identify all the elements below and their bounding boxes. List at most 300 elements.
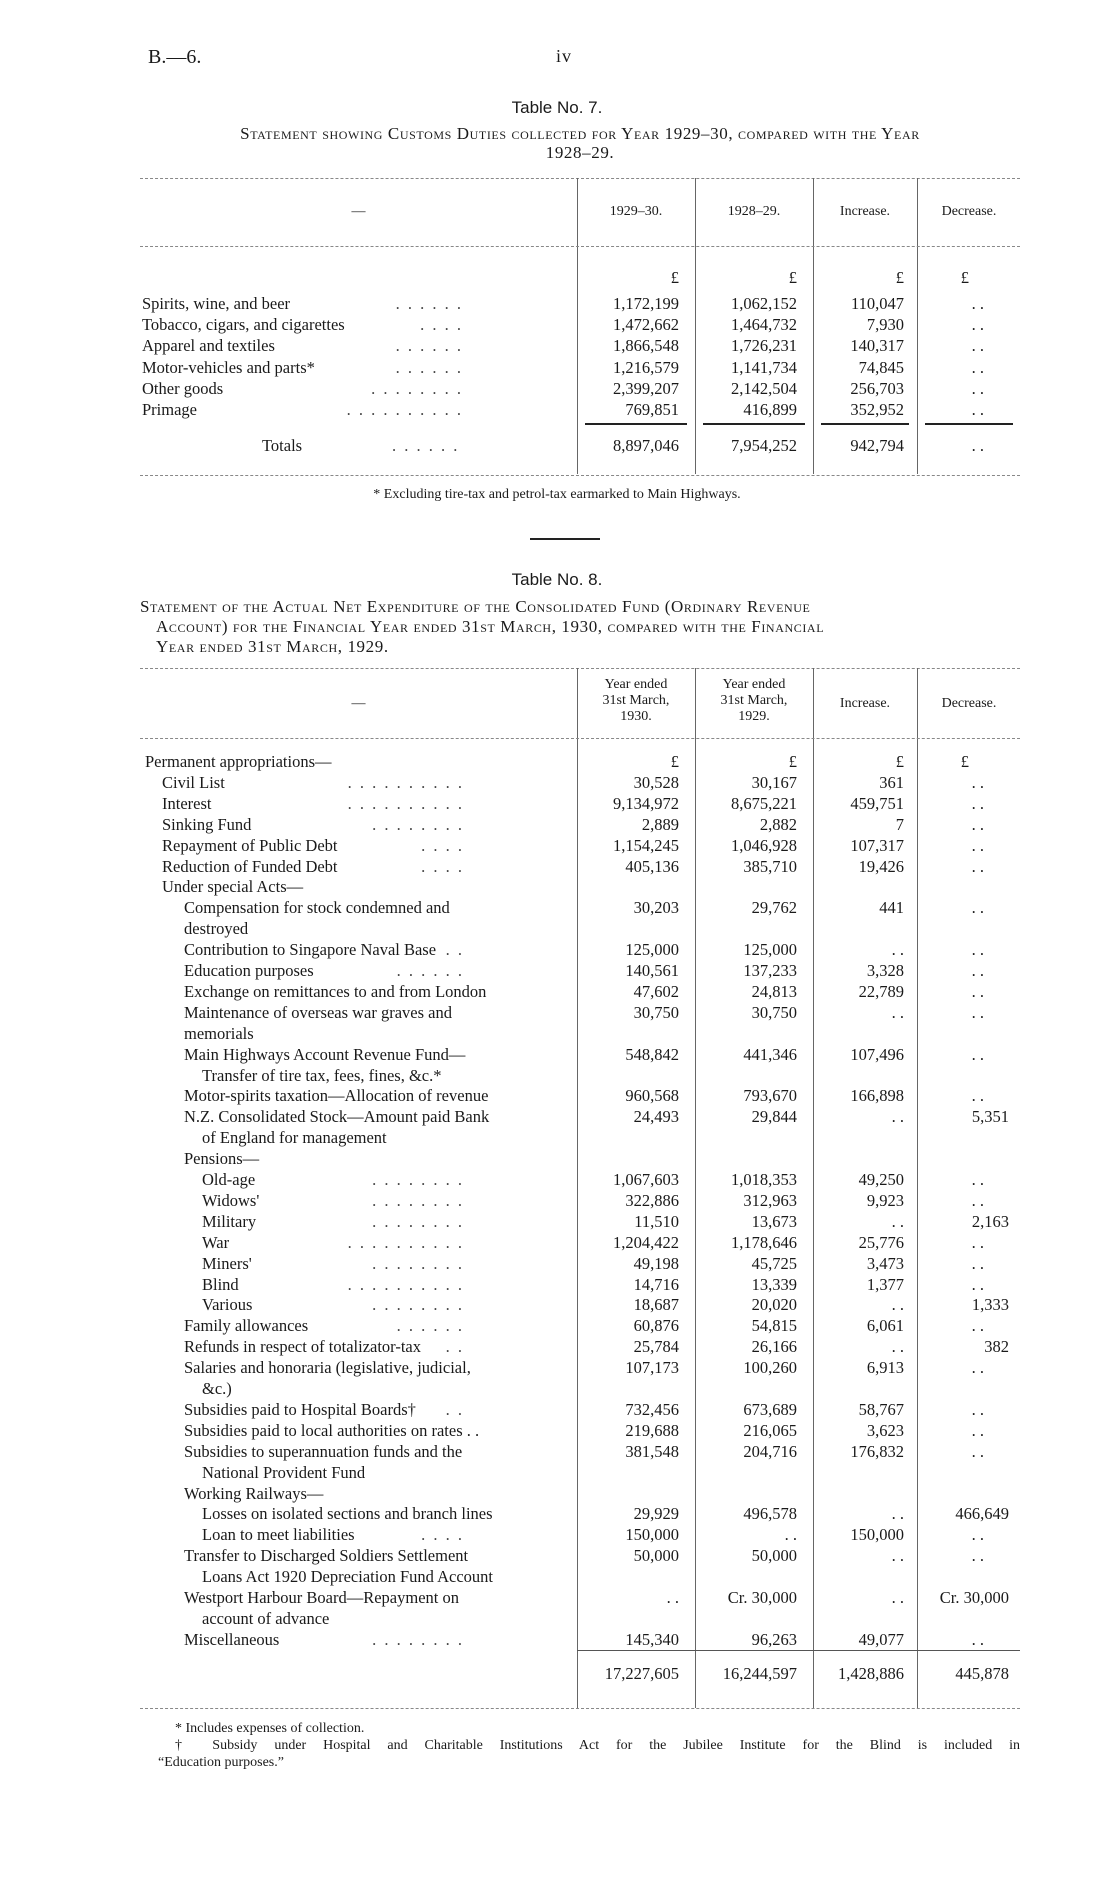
value-increase: 352,952 bbox=[850, 400, 904, 419]
table-row bbox=[0, 877, 1114, 897]
table-row bbox=[0, 752, 1114, 772]
table-row bbox=[0, 336, 1114, 356]
table-row bbox=[0, 1149, 1114, 1169]
table-row bbox=[0, 1337, 1114, 1357]
table7-header-dash: — bbox=[351, 204, 366, 219]
table8-total-1930: 17,227,605 bbox=[604, 1664, 679, 1683]
value-decrease: . . bbox=[971, 294, 984, 313]
value-increase: 49,077 bbox=[858, 1629, 904, 1649]
value-decrease: . . bbox=[971, 315, 984, 335]
row-label: Miners' bbox=[202, 1253, 252, 1273]
leader-dots: . . . . . . . . bbox=[372, 1190, 464, 1210]
row-label: Other goods bbox=[142, 378, 224, 398]
value-increase: 361 bbox=[879, 772, 904, 792]
row-label: Working Railways— bbox=[184, 1483, 324, 1503]
value-increase: . . bbox=[891, 1002, 904, 1022]
value-decrease: . . bbox=[971, 961, 984, 980]
leader-dots: . . . . . . . . bbox=[372, 1211, 464, 1231]
row-label: Civil List bbox=[162, 772, 225, 792]
value-previous-year: 54,815 bbox=[751, 1316, 797, 1336]
row-label: Military bbox=[202, 1211, 257, 1231]
row-label: Education purposes bbox=[184, 961, 314, 980]
value-decrease: . . bbox=[971, 1629, 984, 1649]
value-increase: . . bbox=[891, 940, 904, 960]
row-label: Permanent appropriations— bbox=[145, 752, 332, 771]
leader-dots: . . . . . . . . bbox=[372, 1253, 464, 1273]
value-previous-year: 45,725 bbox=[751, 1253, 797, 1273]
leader-dots: . . . . . . . . bbox=[372, 1295, 464, 1315]
value-decrease: . . bbox=[971, 1190, 984, 1210]
value-decrease: . . bbox=[971, 1399, 984, 1419]
table-row bbox=[0, 815, 1114, 835]
table7-total-1929-30: 8,897,046 bbox=[613, 436, 679, 455]
table-row bbox=[0, 379, 1114, 399]
table8-totals-row bbox=[0, 1664, 1114, 1684]
leader-dots: . . . . . . bbox=[396, 961, 464, 980]
table8-header-dash: — bbox=[351, 696, 366, 711]
value-current-year: 1,216,579 bbox=[613, 357, 679, 377]
table8-header-col1-line1: Year ended bbox=[604, 677, 668, 692]
value-previous-year: 125,000 bbox=[743, 940, 797, 960]
table8-header-col2-line1: Year ended bbox=[722, 677, 786, 692]
row-label: Apparel and textiles bbox=[142, 336, 275, 356]
leader-dots: . . . . bbox=[421, 835, 464, 855]
value-current-year: 1,472,662 bbox=[613, 315, 679, 335]
table-row bbox=[0, 1275, 1114, 1295]
value-current-year: 9,134,972 bbox=[613, 793, 679, 813]
value-decrease: . . bbox=[971, 835, 984, 855]
currency-symbol: £ bbox=[670, 268, 679, 287]
table7-total-1928-29: 7,954,252 bbox=[731, 436, 797, 455]
value-current-year: 30,528 bbox=[633, 772, 679, 792]
value-previous-year: 1,018,353 bbox=[731, 1170, 797, 1189]
value-increase: . . bbox=[891, 1504, 904, 1524]
table-row bbox=[0, 1463, 1114, 1483]
value-current-year: 1,154,245 bbox=[613, 835, 679, 855]
table8-header-col2-line3: 1929. bbox=[738, 709, 770, 724]
leader-dots: . . bbox=[445, 1399, 464, 1419]
table7-caption-line1: Statement showing Customs Duties collected for Year 1929–30, compared with the Year bbox=[240, 124, 920, 143]
leader-dots: . . . . . . . . . . bbox=[347, 772, 464, 792]
value-increase: 256,703 bbox=[850, 378, 904, 398]
value-increase: £ bbox=[895, 752, 904, 771]
table7-totals-row bbox=[0, 436, 1114, 456]
table8-total-1929: 16,244,597 bbox=[722, 1664, 797, 1683]
value-previous-year: 496,578 bbox=[743, 1504, 797, 1524]
value-increase: 22,789 bbox=[858, 981, 904, 1001]
table8-header-decrease: Decrease. bbox=[941, 696, 997, 711]
value-previous-year: 204,716 bbox=[743, 1441, 797, 1461]
row-label: Transfer to Discharged Soldiers Settlement bbox=[184, 1546, 469, 1566]
value-previous-year: 1,062,152 bbox=[731, 294, 797, 313]
value-decrease: Cr. 30,000 bbox=[939, 1588, 1009, 1607]
row-label: Motor-vehicles and parts* bbox=[142, 357, 315, 377]
value-previous-year: 1,726,231 bbox=[731, 336, 797, 356]
value-increase: 6,913 bbox=[866, 1358, 904, 1378]
value-increase: 3,473 bbox=[866, 1253, 904, 1273]
row-label: War bbox=[202, 1232, 230, 1252]
leader-dots: . . . . . . . . bbox=[371, 378, 463, 398]
row-label: Main Highways Account Revenue Fund— bbox=[184, 1044, 466, 1064]
value-current-year: . . bbox=[666, 1588, 679, 1607]
table7-total-rule bbox=[703, 423, 805, 425]
row-label: Interest bbox=[162, 793, 212, 813]
value-previous-year: 1,046,928 bbox=[731, 835, 797, 855]
value-decrease: . . bbox=[971, 981, 984, 1001]
table-row bbox=[0, 1442, 1114, 1462]
row-label: memorials bbox=[184, 1023, 254, 1043]
value-decrease: 1,333 bbox=[971, 1295, 1009, 1315]
value-current-year: 548,842 bbox=[625, 1044, 679, 1064]
value-decrease: . . bbox=[971, 336, 984, 356]
value-increase: 6,061 bbox=[866, 1316, 904, 1336]
value-increase: 74,845 bbox=[858, 357, 904, 377]
table-row bbox=[0, 1212, 1114, 1232]
value-increase: . . bbox=[891, 1546, 904, 1566]
value-previous-year: 29,762 bbox=[751, 898, 797, 918]
value-increase: 58,767 bbox=[858, 1399, 904, 1419]
row-label: Old-age bbox=[202, 1170, 256, 1189]
leader-dots: . . . . . . . . . . bbox=[346, 400, 463, 419]
value-decrease: . . bbox=[971, 856, 984, 876]
value-previous-year: 30,167 bbox=[751, 772, 797, 792]
value-current-year: £ bbox=[670, 752, 679, 771]
section-divider bbox=[530, 538, 600, 540]
value-current-year: 732,456 bbox=[625, 1399, 679, 1419]
value-decrease: . . bbox=[971, 1546, 984, 1566]
table8-footnote-1: * Includes expenses of collection. bbox=[175, 1721, 365, 1736]
value-decrease: . . bbox=[971, 898, 984, 918]
value-increase: 7,930 bbox=[866, 315, 904, 335]
table-row bbox=[0, 1379, 1114, 1399]
value-increase: 3,623 bbox=[866, 1420, 904, 1440]
leader-dots: . . . . . . bbox=[395, 336, 463, 356]
leader-dots: . . . . . . . . . . bbox=[347, 1232, 464, 1252]
table-row bbox=[0, 1295, 1114, 1315]
table7-currency-row bbox=[0, 268, 1114, 288]
value-previous-year: 441,346 bbox=[743, 1044, 797, 1064]
table8-total-decrease: 445,878 bbox=[955, 1664, 1009, 1683]
value-previous-year: 100,260 bbox=[743, 1358, 797, 1378]
row-label: Repayment of Public Debt bbox=[162, 835, 338, 855]
value-increase: 1,377 bbox=[866, 1274, 904, 1294]
table-row bbox=[0, 961, 1114, 981]
table-row bbox=[0, 1316, 1114, 1336]
table-row bbox=[0, 1086, 1114, 1106]
row-label: Subsidies paid to Hospital Boards† bbox=[184, 1399, 416, 1419]
table-row bbox=[0, 773, 1114, 793]
currency-symbol: £ bbox=[960, 268, 969, 287]
table7-footnote: * Excluding tire-tax and petrol-tax earmarked to Main Highways. bbox=[373, 487, 741, 502]
row-label: &c.) bbox=[202, 1379, 232, 1398]
currency-symbol: £ bbox=[788, 268, 797, 287]
row-label: Motor-spirits taxation—Allocation of revenue bbox=[184, 1086, 489, 1106]
value-decrease: . . bbox=[971, 1253, 984, 1273]
value-increase: 107,496 bbox=[850, 1044, 904, 1064]
table7-total-rule bbox=[821, 423, 909, 425]
table8-header-increase: Increase. bbox=[839, 696, 891, 711]
value-current-year: 50,000 bbox=[633, 1546, 679, 1566]
value-current-year: 60,876 bbox=[633, 1316, 679, 1336]
row-label: of England for management bbox=[202, 1128, 387, 1148]
value-increase: 7 bbox=[895, 814, 904, 834]
value-increase: 107,317 bbox=[850, 835, 904, 855]
value-current-year: 145,340 bbox=[625, 1629, 679, 1649]
leader-dots: . . . . . . bbox=[392, 436, 460, 455]
value-increase: 25,776 bbox=[858, 1232, 904, 1252]
leader-dots: . . . . . . . . bbox=[372, 1170, 464, 1189]
value-current-year: 14,716 bbox=[633, 1274, 679, 1294]
table8-header-col1-line3: 1930. bbox=[620, 709, 652, 724]
value-previous-year: 96,263 bbox=[751, 1629, 797, 1649]
value-current-year: 29,929 bbox=[633, 1504, 679, 1524]
table8-title: Table No. 8. bbox=[511, 570, 603, 589]
value-current-year: 107,173 bbox=[625, 1358, 679, 1378]
table8-caption-line1: Statement of the Actual Net Expenditure of the Consolidated Fund (Ordinary Revenue bbox=[140, 597, 811, 616]
value-previous-year: 385,710 bbox=[743, 856, 797, 876]
value-decrease: . . bbox=[971, 1044, 984, 1064]
table7-total-decrease: . . bbox=[971, 436, 984, 455]
row-label: Pensions— bbox=[184, 1149, 260, 1169]
value-decrease: . . bbox=[971, 1170, 984, 1189]
table-row bbox=[0, 1128, 1114, 1148]
leader-dots: . . . . bbox=[421, 856, 464, 876]
table7-top-rule bbox=[140, 178, 1020, 179]
row-label: Under special Acts— bbox=[162, 877, 304, 897]
table8-footnote-2: † Subsidy under Hospital and Charitable Institutions Act for the Jubilee Institute for the Blind is included in bbox=[175, 1738, 1020, 1753]
table-row bbox=[0, 1107, 1114, 1127]
table-row bbox=[0, 1400, 1114, 1420]
table8-total-rule bbox=[577, 1650, 1020, 1651]
table-row bbox=[0, 400, 1114, 420]
value-increase: . . bbox=[891, 1211, 904, 1231]
row-label: Widows' bbox=[202, 1190, 260, 1210]
table-row bbox=[0, 1066, 1114, 1086]
table-row bbox=[0, 1567, 1114, 1587]
table7-totals-label: Totals bbox=[262, 436, 303, 455]
table-row bbox=[0, 1254, 1114, 1274]
value-current-year: 2,889 bbox=[641, 814, 679, 834]
value-previous-year: 26,166 bbox=[751, 1337, 797, 1357]
value-increase: . . bbox=[891, 1337, 904, 1357]
row-label: Subsidies paid to local authorities on rates . . bbox=[184, 1420, 480, 1440]
value-current-year: 1,866,548 bbox=[613, 336, 679, 356]
row-label: National Provident Fund bbox=[202, 1462, 366, 1482]
value-decrease: . . bbox=[971, 400, 984, 419]
row-label: Sinking Fund bbox=[162, 814, 252, 834]
value-previous-year: . . bbox=[784, 1525, 797, 1545]
table8-bottom-rule bbox=[140, 1708, 1020, 1709]
value-increase: 110,047 bbox=[850, 294, 904, 313]
table8-header-rule bbox=[140, 738, 1020, 739]
value-current-year: 47,602 bbox=[633, 981, 679, 1001]
leader-dots: . . . . . . bbox=[396, 1316, 464, 1336]
value-previous-year: £ bbox=[788, 752, 797, 771]
table7-header-rule bbox=[140, 246, 1020, 247]
value-previous-year: 1,464,732 bbox=[731, 315, 797, 335]
page-number: iv bbox=[556, 46, 573, 66]
table8-header-col2-line2: 31st March, bbox=[720, 693, 788, 708]
value-decrease: . . bbox=[971, 1358, 984, 1378]
value-current-year: 150,000 bbox=[625, 1525, 679, 1545]
value-increase: 3,328 bbox=[866, 961, 904, 980]
table-row bbox=[0, 358, 1114, 378]
value-previous-year: 24,813 bbox=[751, 981, 797, 1001]
table-row bbox=[0, 1504, 1114, 1524]
leader-dots: . . . . . . bbox=[395, 357, 463, 377]
value-current-year: 2,399,207 bbox=[613, 378, 679, 398]
value-increase: 9,923 bbox=[866, 1190, 904, 1210]
table-row bbox=[0, 1588, 1114, 1608]
row-label: Westport Harbour Board—Repayment on bbox=[184, 1588, 459, 1607]
leader-dots: . . bbox=[445, 940, 464, 960]
table-row bbox=[0, 1233, 1114, 1253]
value-current-year: 1,067,603 bbox=[613, 1170, 679, 1189]
table-row bbox=[0, 836, 1114, 856]
value-increase: 49,250 bbox=[858, 1170, 904, 1189]
table8-header-col1-line2: 31st March, bbox=[602, 693, 670, 708]
table7-header-1928-29: 1928–29. bbox=[727, 204, 781, 219]
leader-dots: . . . . . . bbox=[395, 294, 463, 313]
row-label: account of advance bbox=[202, 1608, 330, 1628]
currency-symbol: £ bbox=[895, 268, 904, 287]
value-current-year: 125,000 bbox=[625, 940, 679, 960]
value-increase: 459,751 bbox=[850, 793, 904, 813]
value-previous-year: 30,750 bbox=[751, 1002, 797, 1022]
value-previous-year: 416,899 bbox=[743, 400, 797, 419]
table-row bbox=[0, 794, 1114, 814]
value-current-year: 1,172,199 bbox=[613, 294, 679, 313]
row-label: Miscellaneous bbox=[184, 1629, 280, 1649]
leader-dots: . . . . . . . . bbox=[372, 1629, 464, 1649]
table7-header-1929-30: 1929–30. bbox=[609, 204, 663, 219]
row-label: Reduction of Funded Debt bbox=[162, 856, 338, 876]
value-current-year: 24,493 bbox=[633, 1107, 679, 1127]
table7-title: Table No. 7. bbox=[511, 98, 603, 117]
table-row bbox=[0, 1630, 1114, 1650]
value-decrease: £ bbox=[960, 752, 969, 771]
value-decrease: . . bbox=[971, 1274, 984, 1294]
leader-dots: . . . . bbox=[420, 315, 463, 335]
value-previous-year: 673,689 bbox=[743, 1399, 797, 1419]
leader-dots: . . bbox=[445, 1337, 464, 1357]
table-row bbox=[0, 1609, 1114, 1629]
row-label: Refunds in respect of totalizator-tax bbox=[184, 1337, 422, 1357]
value-previous-year: Cr. 30,000 bbox=[727, 1588, 797, 1607]
table-row bbox=[0, 1003, 1114, 1023]
table-row bbox=[0, 1170, 1114, 1190]
table7-header-decrease: Decrease. bbox=[941, 204, 997, 219]
row-label: N.Z. Consolidated Stock—Amount paid Bank bbox=[184, 1107, 490, 1127]
value-current-year: 11,510 bbox=[634, 1211, 679, 1231]
value-previous-year: 29,844 bbox=[751, 1107, 797, 1127]
table8-top-rule bbox=[140, 668, 1020, 669]
table8-caption-line3: Year ended 31st March, 1929. bbox=[156, 637, 389, 656]
table-row bbox=[0, 898, 1114, 918]
row-label: Primage bbox=[142, 400, 197, 419]
row-label: Loans Act 1920 Depreciation Fund Account bbox=[202, 1567, 493, 1587]
table-row bbox=[0, 1024, 1114, 1044]
value-decrease: . . bbox=[971, 772, 984, 792]
value-decrease: 2,163 bbox=[971, 1211, 1009, 1231]
table-row bbox=[0, 294, 1114, 314]
leader-dots: . . . . bbox=[421, 1525, 464, 1545]
value-decrease: . . bbox=[971, 1316, 984, 1336]
value-current-year: 18,687 bbox=[633, 1295, 679, 1315]
table-row bbox=[0, 982, 1114, 1002]
value-previous-year: 793,670 bbox=[743, 1086, 797, 1106]
table7-bottom-rule bbox=[140, 475, 1020, 476]
value-current-year: 49,198 bbox=[633, 1253, 679, 1273]
value-current-year: 219,688 bbox=[625, 1420, 679, 1440]
row-label: Spirits, wine, and beer bbox=[142, 294, 291, 313]
table-row bbox=[0, 1358, 1114, 1378]
value-previous-year: 2,142,504 bbox=[731, 378, 797, 398]
row-label: Loan to meet liabilities bbox=[202, 1525, 355, 1545]
table-row bbox=[0, 1546, 1114, 1566]
row-label: Various bbox=[202, 1295, 253, 1315]
value-decrease: . . bbox=[971, 1525, 984, 1545]
row-label: Family allowances bbox=[184, 1316, 309, 1336]
value-current-year: 30,203 bbox=[633, 898, 679, 918]
table8-caption-line2: Account) for the Financial Year ended 31st March, 1930, compared with the Financial bbox=[156, 617, 825, 636]
table-row bbox=[0, 1191, 1114, 1211]
table8-total-increase: 1,428,886 bbox=[838, 1664, 904, 1683]
value-decrease: 382 bbox=[984, 1337, 1009, 1357]
value-previous-year: 50,000 bbox=[751, 1546, 797, 1566]
value-increase: 140,317 bbox=[850, 336, 904, 356]
value-increase: . . bbox=[891, 1295, 904, 1315]
value-previous-year: 13,339 bbox=[751, 1274, 797, 1294]
table8-footnote-3: “Education purposes.” bbox=[158, 1755, 284, 1770]
leader-dots: . . . . . . . . . . bbox=[347, 1274, 464, 1294]
table7-total-rule bbox=[925, 423, 1013, 425]
value-previous-year: 216,065 bbox=[743, 1420, 797, 1440]
value-current-year: 960,568 bbox=[625, 1086, 679, 1106]
value-previous-year: 137,233 bbox=[743, 961, 797, 980]
value-decrease: . . bbox=[971, 940, 984, 960]
row-label: Transfer of tire tax, fees, fines, &c.* bbox=[202, 1065, 442, 1085]
row-label: Contribution to Singapore Naval Base bbox=[184, 940, 437, 960]
table7-total-rule bbox=[585, 423, 687, 425]
value-decrease: . . bbox=[971, 357, 984, 377]
table-row bbox=[0, 315, 1114, 335]
value-current-year: 30,750 bbox=[633, 1002, 679, 1022]
value-decrease: . . bbox=[971, 1420, 984, 1440]
value-decrease: . . bbox=[971, 1002, 984, 1022]
value-previous-year: 20,020 bbox=[751, 1295, 797, 1315]
table-row bbox=[0, 857, 1114, 877]
value-decrease: . . bbox=[971, 1441, 984, 1461]
value-current-year: 1,204,422 bbox=[613, 1232, 679, 1252]
value-decrease: 5,351 bbox=[971, 1107, 1009, 1127]
value-decrease: 466,649 bbox=[955, 1504, 1009, 1524]
value-previous-year: 312,963 bbox=[743, 1190, 797, 1210]
row-label: Blind bbox=[202, 1274, 239, 1294]
value-decrease: . . bbox=[971, 1086, 984, 1106]
value-current-year: 405,136 bbox=[625, 856, 679, 876]
value-current-year: 140,561 bbox=[625, 961, 679, 980]
value-decrease: . . bbox=[971, 378, 984, 398]
table-row bbox=[0, 919, 1114, 939]
value-previous-year: 13,673 bbox=[751, 1211, 797, 1231]
value-increase: 150,000 bbox=[850, 1525, 904, 1545]
value-decrease: . . bbox=[971, 1232, 984, 1252]
value-current-year: 381,548 bbox=[625, 1441, 679, 1461]
table-row bbox=[0, 1484, 1114, 1504]
row-label: Tobacco, cigars, and cigarettes bbox=[142, 315, 345, 335]
row-label: Compensation for stock condemned and bbox=[184, 898, 450, 918]
